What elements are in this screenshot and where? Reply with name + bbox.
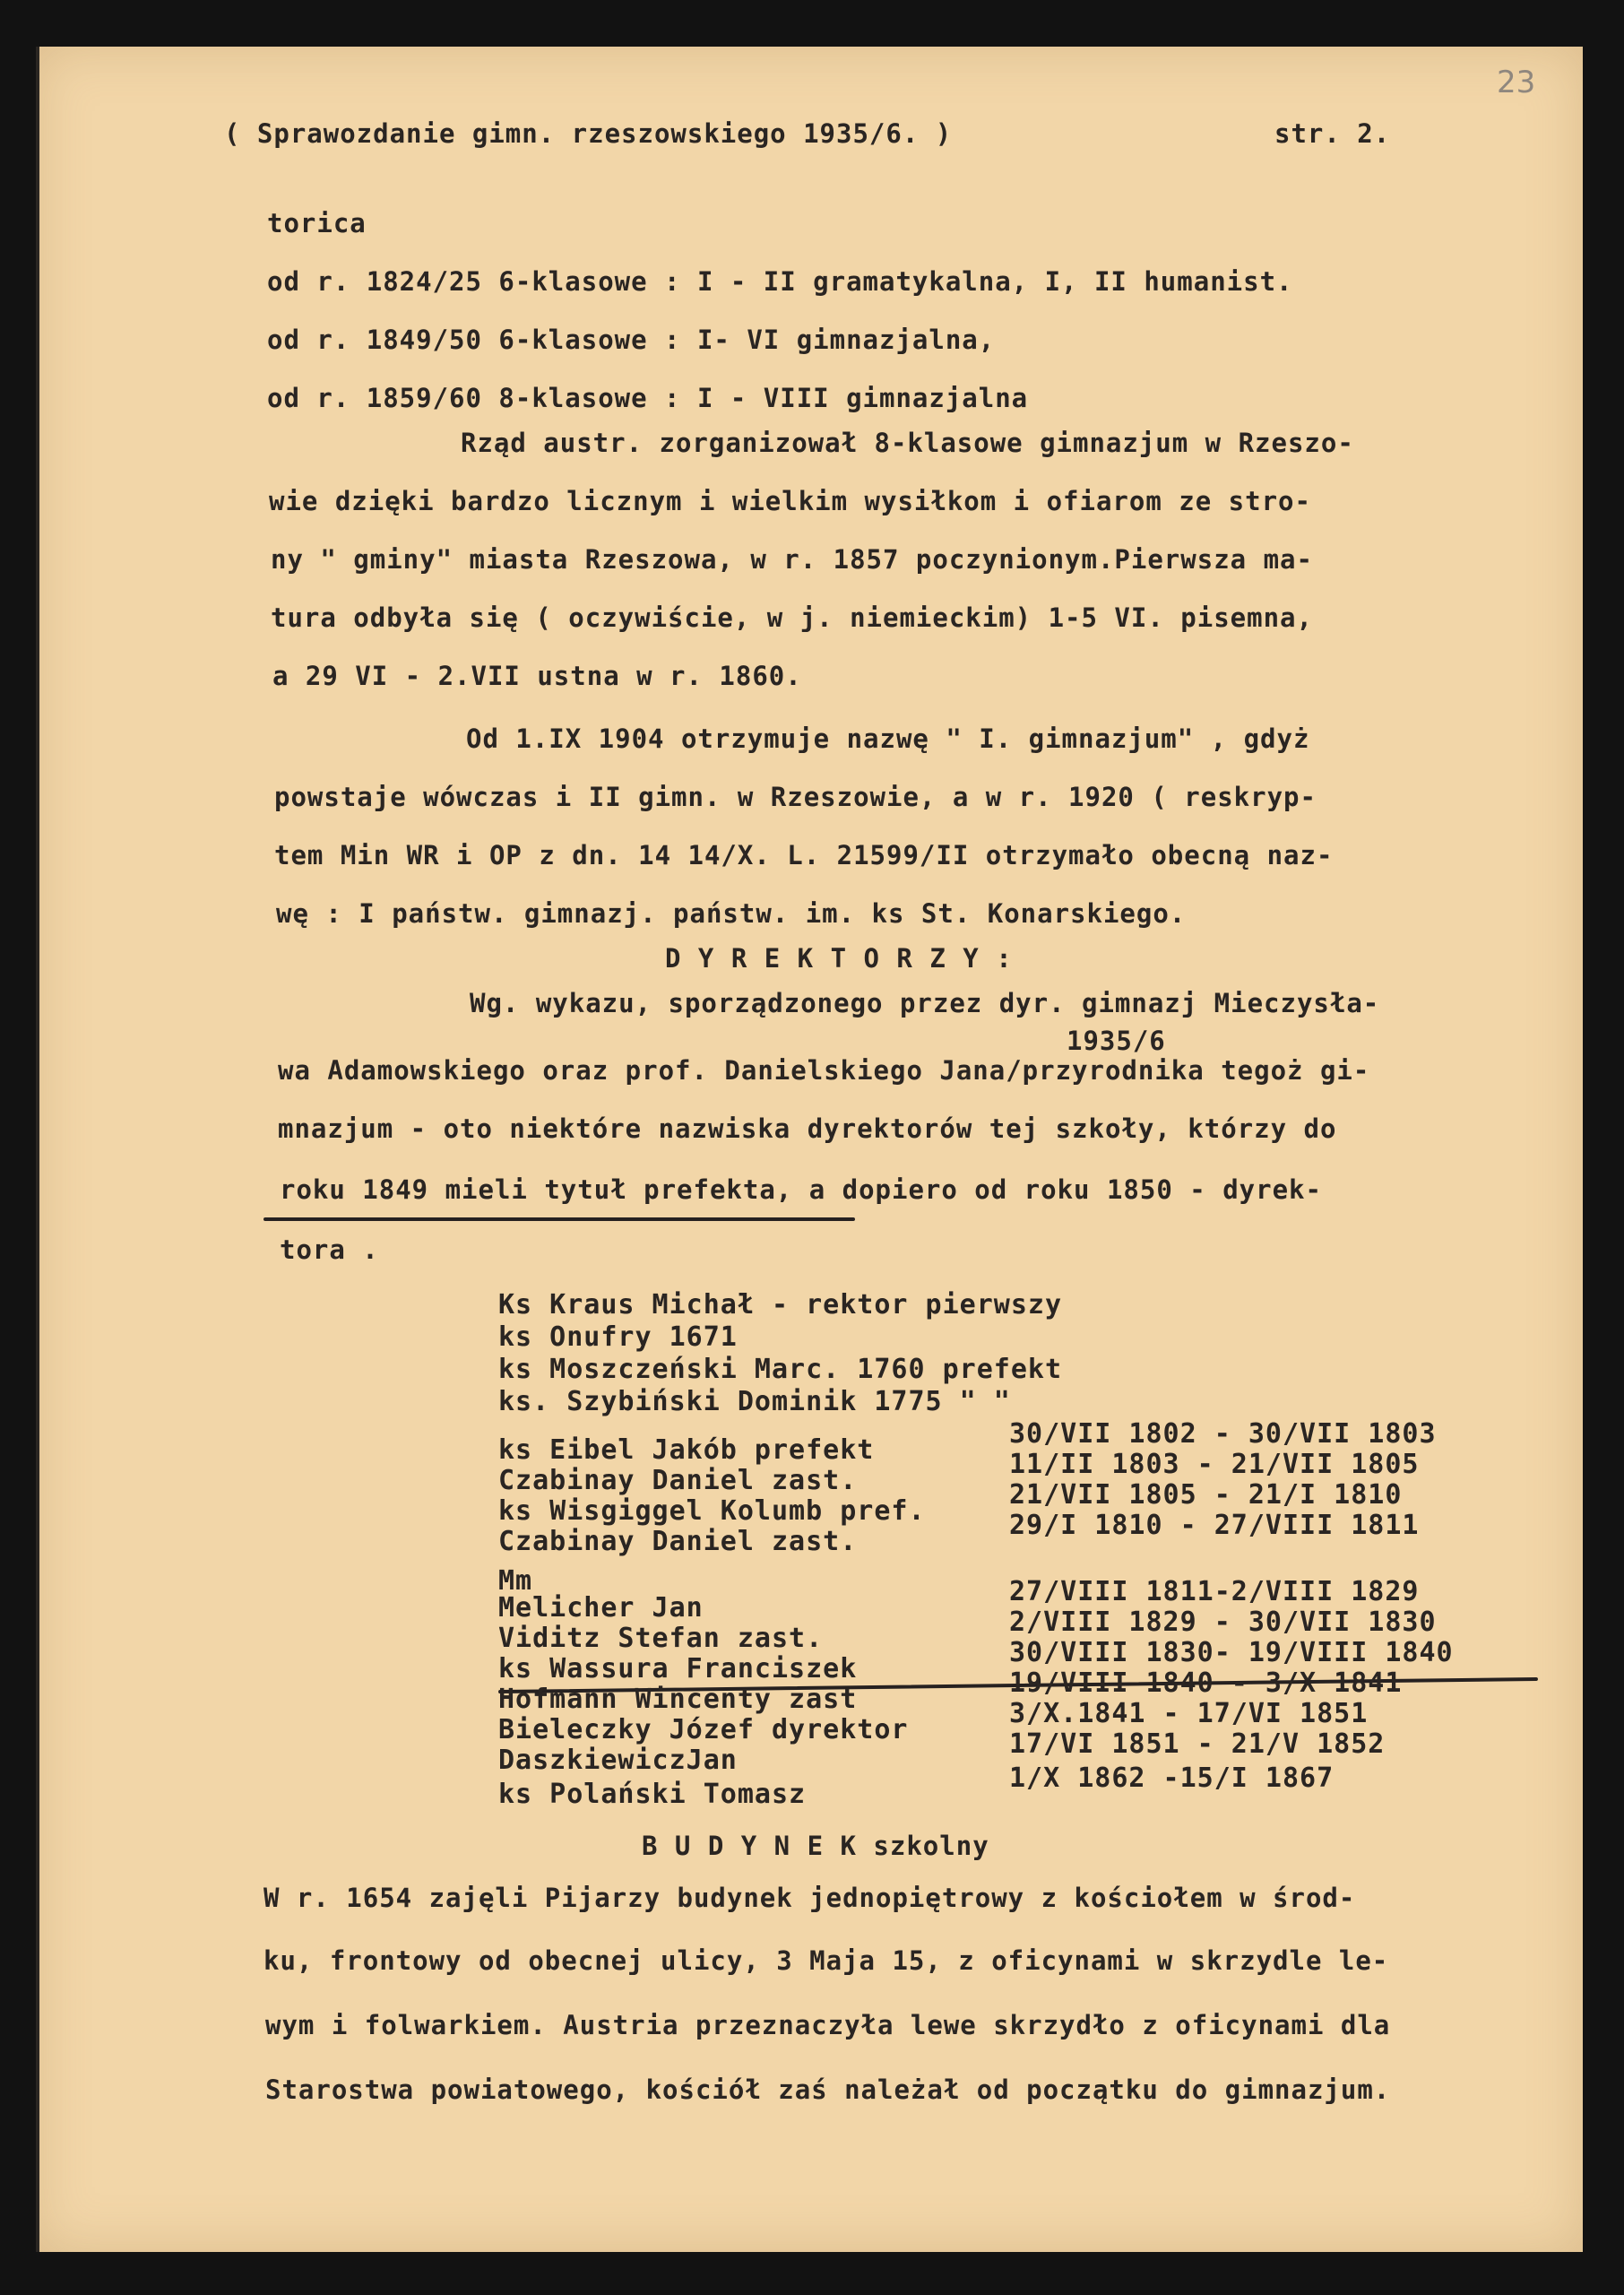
directors-list-item: ks. Szybiński Dominik 1775 " " <box>498 1386 1011 1417</box>
text-line: mnazjum - oto niektóre nazwiska dyrektorów tej szkoły, którzy do <box>278 1113 1337 1144</box>
directors-list-item: Ks Kraus Michał - rektor pierwszy <box>498 1289 1063 1321</box>
director-name: ks Eibel Jakób prefekt <box>498 1434 875 1466</box>
section-heading-directors: D Y R E K T O R Z Y : <box>665 943 1013 974</box>
text-line: Wg. wykazu, sporządzonego przez dyr. gimnazj Mieczysła- <box>470 988 1380 1018</box>
text-line: tem Min WR i OP z dn. 14 14/X. L. 21599/II otrzymało obecną naz- <box>274 840 1334 870</box>
director-name: Melicher Jan <box>498 1592 704 1624</box>
director-name: ks Polański Tomasz <box>498 1779 807 1810</box>
document-header: ( Sprawozdanie gimn. rzeszowskiego 1935/6. ) <box>224 118 953 149</box>
director-dates: 17/VI 1851 - 21/V 1852 <box>1009 1728 1386 1760</box>
page-number: str. 2. <box>1274 118 1391 149</box>
text-line: od r. 1849/50 6-klasowe : I- VI gimnazjalna, <box>267 325 996 355</box>
director-name: ks Wassura Franciszek <box>498 1653 858 1684</box>
document-page <box>36 47 1583 2252</box>
text-line: wie dzięki bardzo licznym i wielkim wysiłkom i ofiarom ze stro- <box>269 486 1311 516</box>
text-line: ku, frontowy od obecnej ulicy, 3 Maja 15, z oficynami w skrzydle le- <box>263 1945 1389 1976</box>
text-line: od r. 1859/60 8-klasowe : I - VIII gimnazjalna <box>267 383 1029 413</box>
directors-list-item: ks Moszczeński Marc. 1760 prefekt <box>498 1354 1063 1385</box>
director-name: Czabinay Daniel zast. <box>498 1465 858 1496</box>
director-dates: 11/II 1803 - 21/VII 1805 <box>1009 1449 1420 1480</box>
text-line: a 29 VI - 2.VII ustna w r. 1860. <box>272 661 802 691</box>
text-line: tura odbyła się ( oczywiście, w j. niemieckim) 1-5 VI. pisemna, <box>271 602 1313 633</box>
underline <box>263 1217 855 1221</box>
page-edge <box>36 47 39 2252</box>
text-line: wym i folwarkiem. Austria przeznaczyła lewe skrzydło z oficynami dla <box>265 2010 1391 2040</box>
director-dates: 21/VII 1805 - 21/I 1810 <box>1009 1479 1403 1511</box>
text-line: W r. 1654 zajęli Pijarzy budynek jednopiętrowy z kościołem w środ- <box>263 1883 1356 1913</box>
director-dates: 29/I 1810 - 27/VIII 1811 <box>1009 1510 1420 1541</box>
director-name: Viditz Stefan zast. <box>498 1623 824 1654</box>
text-line: od r. 1824/25 6-klasowe : I - II gramatykalna, I, II humanist. <box>267 266 1293 297</box>
director-dates: 30/VIII 1830- 19/VIII 1840 <box>1009 1637 1454 1668</box>
director-dates: 19/VIII 1840 - 3/X 1841 <box>1009 1667 1403 1699</box>
pencil-page-number: 23 <box>1497 65 1536 100</box>
director-name: Hofmann Wincenty zast <box>498 1684 858 1715</box>
text-line: wa Adamowskiego oraz prof. Danielskiego Jana/przyrodnika tegoż gi- <box>278 1055 1370 1086</box>
text-line: Rząd austr. zorganizował 8-klasowe gimnazjum w Rzeszo- <box>461 428 1354 458</box>
text-line: torica <box>267 208 367 238</box>
section-heading-building: B U D Y N E K szkolny <box>642 1831 989 1861</box>
director-dates: 3/X.1841 - 17/VI 1851 <box>1009 1698 1369 1729</box>
text-line: powstaje wówczas i II gimn. w Rzeszowie, a w r. 1920 ( reskryp- <box>274 782 1317 812</box>
director-dates: 27/VIII 1811-2/VIII 1829 <box>1009 1576 1420 1607</box>
director-name: Bieleczky Józef dyrektor <box>498 1714 909 1745</box>
director-dates: 2/VIII 1829 - 30/VII 1830 <box>1009 1606 1437 1638</box>
director-dates: 30/VII 1802 - 30/VII 1803 <box>1009 1418 1437 1450</box>
handwritten-insertion: 1935/6 <box>1067 1026 1166 1056</box>
director-name: ks Wisgiggel Kolumb pref. <box>498 1495 926 1527</box>
text-line: ny " gminy" miasta Rzeszowa, w r. 1857 poczynionym.Pierwsza ma- <box>271 544 1313 575</box>
text-line: Od 1.IX 1904 otrzymuje nazwę " I. gimnazjum" , gdyż <box>466 723 1310 754</box>
director-dates: 1/X 1862 -15/I 1867 <box>1009 1762 1335 1794</box>
text-line: wę : I państw. gimnazj. państw. im. ks St. Konarskiego. <box>276 898 1187 929</box>
text-line: tora . <box>280 1234 379 1265</box>
director-name: Czabinay Daniel zast. <box>498 1526 858 1557</box>
text-line: Starostwa powiatowego, kościół zaś należał od początku do gimnazjum. <box>265 2074 1391 2105</box>
director-name: DaszkiewiczJan <box>498 1745 738 1776</box>
director-name: Mm <box>498 1565 533 1597</box>
text-line: roku 1849 mieli tytuł prefekta, a dopiero od roku 1850 - dyrek- <box>280 1174 1322 1205</box>
directors-list-item: ks Onufry 1671 <box>498 1321 738 1353</box>
